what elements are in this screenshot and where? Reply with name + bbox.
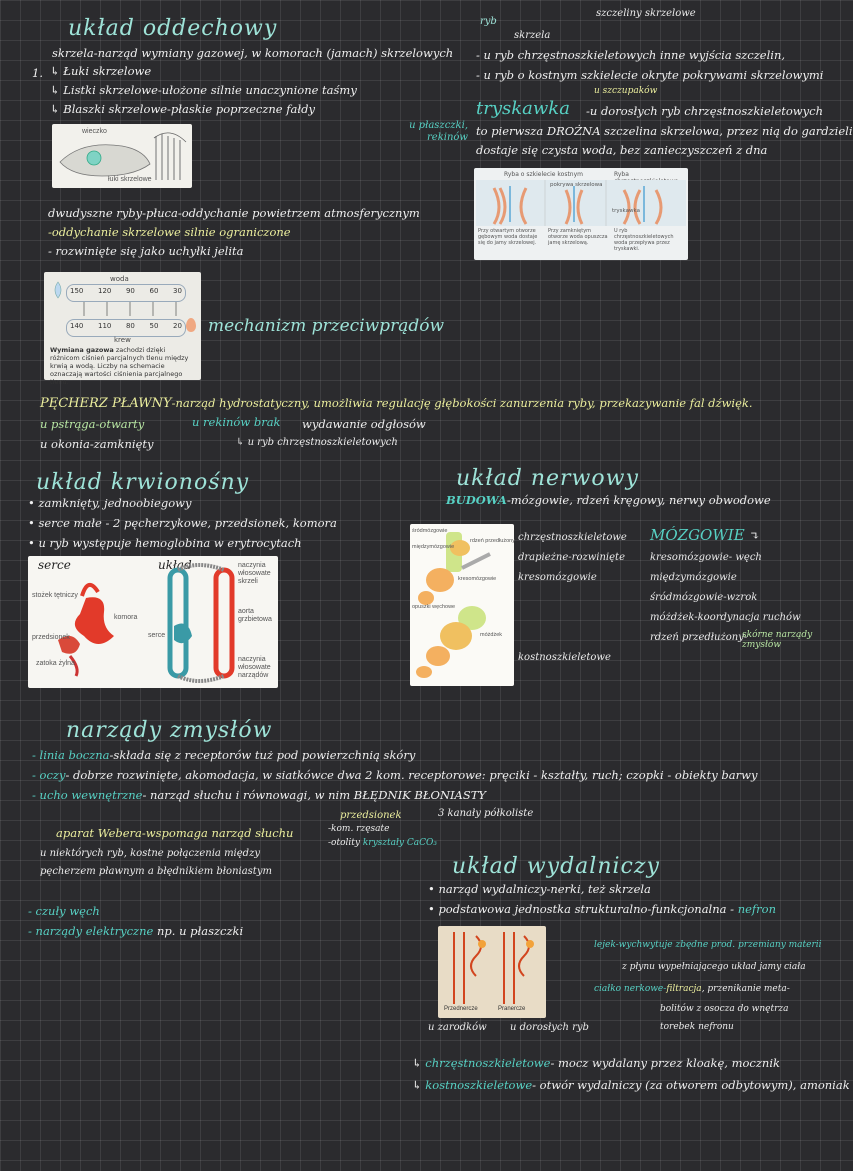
eyes-text: - dobrze rozwinięte, akomodacja, w siatkówce dwa 2 kom. receptorowe: pręciki - kształty, ruch; czopki - obiekty barwy	[65, 768, 758, 782]
brain-label-1: międzymózgowie	[412, 544, 455, 550]
mozgowie-4: móżdżek-koordynacja ruchów	[650, 612, 801, 623]
diagram-label-0: pokrywa skrzelowa	[550, 182, 603, 188]
excretory-kostno-label: kostnoszkieletowe	[425, 1078, 533, 1092]
budowa-text: -mózgowie, rdzeń kręgowy, nerwy obwodowe	[506, 493, 771, 507]
mozgowie-1: kresomózgowie- węch	[650, 552, 762, 563]
heading-excretory: układ wydalniczy	[452, 854, 660, 879]
water-value: 60	[149, 287, 159, 295]
lejek-text	[594, 940, 822, 950]
budowa-label: BUDOWA	[446, 493, 507, 507]
senses-lateral-line	[32, 748, 415, 762]
serce-label: serce	[38, 558, 71, 572]
swim-bladder-chrzestno: ↳ u ryb chrzęstnoszkieletowych	[236, 437, 398, 448]
cialko-text-2: , przenikanie meta-	[701, 984, 790, 994]
mozgowie-label: MÓZGOWIE	[650, 526, 745, 544]
text-listki-label: Listki skrzelowe-ułożone silnie unaczynione taśmy	[63, 83, 357, 97]
blood-value: 20	[173, 322, 182, 330]
diagram-caption-2: U ryb chrzęstnoszkieletowych woda przepływa przez tryskawki.	[614, 228, 674, 252]
senses-eyes	[32, 768, 757, 782]
cialko-text-3: bolitów z osocza do wnętrza	[660, 1004, 789, 1014]
lejek-text-2: z płynu wypełniającego układ jamy ciała	[622, 962, 806, 972]
brain-figure	[410, 524, 514, 686]
diagram-caption-0: Przy otwartym otworze gębowym woda dostaje się do jamy skrzelowej.	[478, 228, 538, 246]
nervous-drapiezne: drapieżne-rozwinięte	[518, 552, 625, 563]
gill-illustration	[52, 124, 192, 188]
brain-label-0: śródmózgowie	[412, 528, 448, 534]
heart-label-3: zatoka żylna	[36, 660, 75, 667]
electric-example: np. u płaszczki	[156, 924, 244, 938]
otolity-crystals: kryształy CaCO₃	[362, 838, 437, 848]
heading-circulatory: układ krwionośny	[36, 470, 250, 495]
nervous-kresomozgowie: kresomózgowie	[518, 572, 597, 583]
mechanism-title: mechanizm przeciwprądów	[208, 316, 444, 336]
swim-bladder-title: PĘCHERZ PŁAWNY	[40, 396, 172, 411]
text-blaszki-label: Blaszki skrzelowe-płaskie poprzeczne fałdy	[63, 102, 315, 116]
text-skrzela-small: skrzela	[514, 30, 551, 41]
blood-value: 80	[125, 322, 135, 330]
excretory-chrzestno: ↳ chrzęstnoszkieletowe- mocz wydalany przez kloakę, mocznik	[412, 1056, 780, 1070]
water-value: 30	[173, 287, 182, 295]
text-luki-label: Łuki skrzelowe	[63, 64, 152, 78]
kidney-figure	[438, 926, 546, 1018]
kidney-zarodek: u zarodków	[428, 1022, 487, 1033]
diagram-title-1: Ryba	[614, 171, 629, 178]
mozgowie-heading: MÓZGOWIE ↴	[650, 526, 760, 544]
water-value: 150	[70, 287, 84, 295]
weber-2: u niektórych ryb, kostne połączenia między	[40, 848, 260, 859]
mozgowie-5: rdzeń przedłużony-	[650, 632, 748, 643]
text-uchylki: - rozwinięte się jako uchyłki jelita	[48, 244, 244, 258]
text-szczeliny: szczeliny skrzelowe	[596, 8, 696, 19]
circulation-figure	[28, 556, 278, 688]
excretory-2-text: • podstawowa jednostka strukturalno-funkcjonalna -	[428, 902, 735, 916]
brain-label-3: opuszki węchowe	[412, 604, 456, 610]
water-value: 120	[97, 287, 112, 295]
brain-label-5: rdzeń przedłużony	[470, 538, 515, 544]
text-ryb: ryb	[480, 16, 497, 27]
nervous-kostno: kostnoszkieletowe	[518, 652, 611, 663]
heading-respiratory: układ oddechowy	[68, 16, 278, 41]
brain-label-2: kresomózgowie	[458, 576, 497, 582]
exchange-caption	[50, 346, 196, 386]
text-luki: ↳ Łuki skrzelowe	[50, 64, 152, 78]
heart-label-2: przedsionek	[32, 634, 70, 641]
excretory-chrzestno-label: chrzęstnoszkieletowe	[425, 1056, 551, 1070]
gill-label-0: wieczko	[82, 128, 107, 135]
senses-kanaly: 3 kanały półkoliste	[438, 808, 534, 819]
list-number: 1.	[32, 66, 43, 80]
text-szczupakow: u szczupaków	[594, 86, 658, 96]
text-dwudyszne: dwudyszne ryby-płuca-oddychanie powietrzem atmosferycznym	[48, 206, 420, 220]
senses-ear	[32, 788, 486, 802]
nefron-label: nefron	[737, 902, 776, 916]
brain-label-4: móżdżek	[480, 632, 503, 638]
system-label-1: aorta grzbietowa	[238, 608, 272, 623]
circ-bullet-1: • zamknięty, jednoobiegowy	[28, 496, 192, 510]
ear-label: - ucho wewnętrzne	[32, 788, 143, 802]
weber-3: pęcherzem pławnym a błędnikiem błoniastym	[40, 866, 272, 877]
heart-label-1: komora	[114, 614, 138, 621]
swim-bladder-text: -narząd hydrostatyczny, umożliwia regulację głębokości zanurzenia ryby, przekazywanie fal dźwięk.	[171, 396, 753, 410]
mozgowie-3: śródmózgowie-wzrok	[650, 592, 758, 603]
diagram-caption-1: Przy zamkniętym otworze woda opuszcza jamę skrzelową.	[548, 228, 608, 246]
diagram-label-1: tryskawka	[612, 208, 640, 214]
lejek-label: lejek-wychwytuje zbędne prod. przemiany materii	[594, 940, 822, 950]
swim-bladder	[40, 396, 753, 411]
countercurrent-figure	[44, 272, 201, 386]
excretory-chrzestno-text: - mocz wydalany przez kloakę, mocznik	[550, 1056, 780, 1070]
blood-values	[70, 322, 182, 330]
text-plaszczki: u płaszczki, rekinów	[409, 120, 468, 143]
blood-label: krew	[114, 336, 131, 344]
swim-bladder-trout-label: u pstrąga-otwarty	[40, 417, 145, 431]
system-label-0: naczynia włosowate skrzeli	[238, 562, 271, 585]
blood-value: 110	[97, 322, 112, 330]
text-oddychanie: -oddychanie skrzelowe silnie ograniczone	[48, 225, 291, 239]
electric-label: - narządy elektryczne	[28, 924, 154, 938]
swim-bladder-sharks: u rekinów brak	[192, 415, 281, 429]
excretory-1: • narząd wydalniczy-nerki, też skrzela	[428, 882, 651, 896]
exchange-bold: Wymiana gazowa	[50, 346, 114, 354]
kidney-dorosly: u dorosłych ryb	[510, 1022, 589, 1033]
lateral-line-label: - linia boczna	[32, 748, 110, 762]
text-chrzestno-inne: - u ryb chrzęstnoszkieletowych inne wyjścia szczelin,	[476, 48, 786, 62]
nervous-chrzestno: chrzęstnoszkieletowe	[518, 532, 627, 543]
system-label-2: serce	[148, 632, 166, 639]
cialko-text	[594, 984, 790, 994]
weber-1: aparat Webera-wspomaga narząd słuchu	[56, 826, 294, 840]
text-blaszki: ↳ Blaszki skrzelowe-płaskie poprzeczne fałdy	[50, 102, 315, 116]
kidney-label-1: Pranercze	[498, 1006, 526, 1012]
uklad-label: układ	[158, 558, 192, 572]
tryskawka-diagram	[474, 168, 688, 260]
excretory-kostno: ↳ kostnoszkieletowe- otwór wydalniczy (za otworem odbytowym), amoniak	[412, 1078, 850, 1092]
swim-bladder-chrzestno-label: u ryb chrzęstnoszkieletowych	[247, 437, 398, 448]
cialko-text-4: torebek nefronu	[660, 1022, 734, 1032]
senses-otolity	[328, 838, 437, 848]
nervous-structure	[446, 493, 771, 507]
swim-bladder-trout	[40, 417, 144, 431]
excretory-2	[428, 902, 776, 916]
cialko-label: ciałko nerkowe-	[594, 984, 667, 994]
otolity-label: -otolity	[328, 838, 360, 848]
heart-label-0: stożek tętniczy	[32, 592, 78, 599]
diagram-title-0: Ryba o szkielecie kostnym	[504, 171, 584, 178]
exchange-text: zachodzi dzięki różnicom ciśnień parcjalnych tlenu między krwią a wodą. Liczby na schemacie oznaczają wartości ciśnienia parcjalnego tlenu.	[50, 346, 189, 386]
mozgowie-5b: skórne narządy zmysłów	[742, 630, 813, 650]
text-kostny-okryte: - u ryb o kostnym szkielecie okryte pokrywami skrzelowymi	[476, 68, 824, 82]
excretory-kostno-text: - otwór wydalniczy (za otworem odbytowym), amoniak	[532, 1078, 850, 1092]
lateral-line-text: -składa się z receptorów tuż pod powierzchnią skóry	[109, 748, 416, 762]
eyes-label: - oczy	[32, 768, 66, 782]
ear-text: - narząd słuchu i równowagi, w nim BŁĘDNIK BŁONIASTY	[142, 788, 487, 802]
water-label: woda	[110, 275, 129, 283]
kidney-label-0: Przednercze	[444, 1006, 478, 1012]
heading-nervous: układ nerwowy	[456, 466, 639, 491]
gill-label-1: łuki skrzelowe	[108, 176, 152, 183]
blood-drop-icon	[186, 318, 196, 332]
mozgowie-2: międzymózgowie	[650, 572, 737, 583]
senses-smell: - czuły węch	[28, 904, 100, 918]
blood-value: 50	[149, 322, 159, 330]
text-listki: ↳ Listki skrzelowe-ułożone silnie unaczynione taśmy	[50, 83, 357, 97]
swim-bladder-perch: u okonia-zamknięty	[40, 437, 154, 451]
kidney-drawing	[438, 926, 546, 1018]
circ-bullet-2: • serce małe - 2 pęcherzykowe, przedsionek, komora	[28, 516, 337, 530]
heading-senses: narządy zmysłów	[66, 718, 273, 743]
text-czysta-woda: dostaje się czysta woda, bez zanieczyszczeń z dna	[476, 143, 768, 157]
senses-kom: -kom. rzęsate	[328, 824, 390, 834]
senses-electric	[28, 924, 243, 938]
water-value: 90	[125, 287, 135, 295]
system-label-3: naczynia włosowate narządów	[238, 656, 271, 679]
heading-tryskawka: tryskawka	[476, 98, 570, 119]
blood-value: 140	[70, 322, 84, 330]
swim-bladder-sounds: wydawanie odgłosów	[302, 417, 426, 431]
text-tryskawka-def: -u dorosłych ryb chrzęstnoszkieletowych	[586, 104, 823, 118]
text-skrzela: skrzela-narząd wymiany gazowej, w komorach (jamach) skrzelowych	[52, 46, 454, 60]
circ-bullet-3: • u ryb występuje hemoglobina w erytrocytach	[28, 536, 302, 550]
senses-przedsionek: przedsionek	[340, 810, 402, 821]
filtracja-label: filtracja	[666, 984, 702, 994]
text-drozna: to pierwsza DROŻNA szczelina skrzelowa, przez nią do gardzieli	[476, 124, 853, 138]
